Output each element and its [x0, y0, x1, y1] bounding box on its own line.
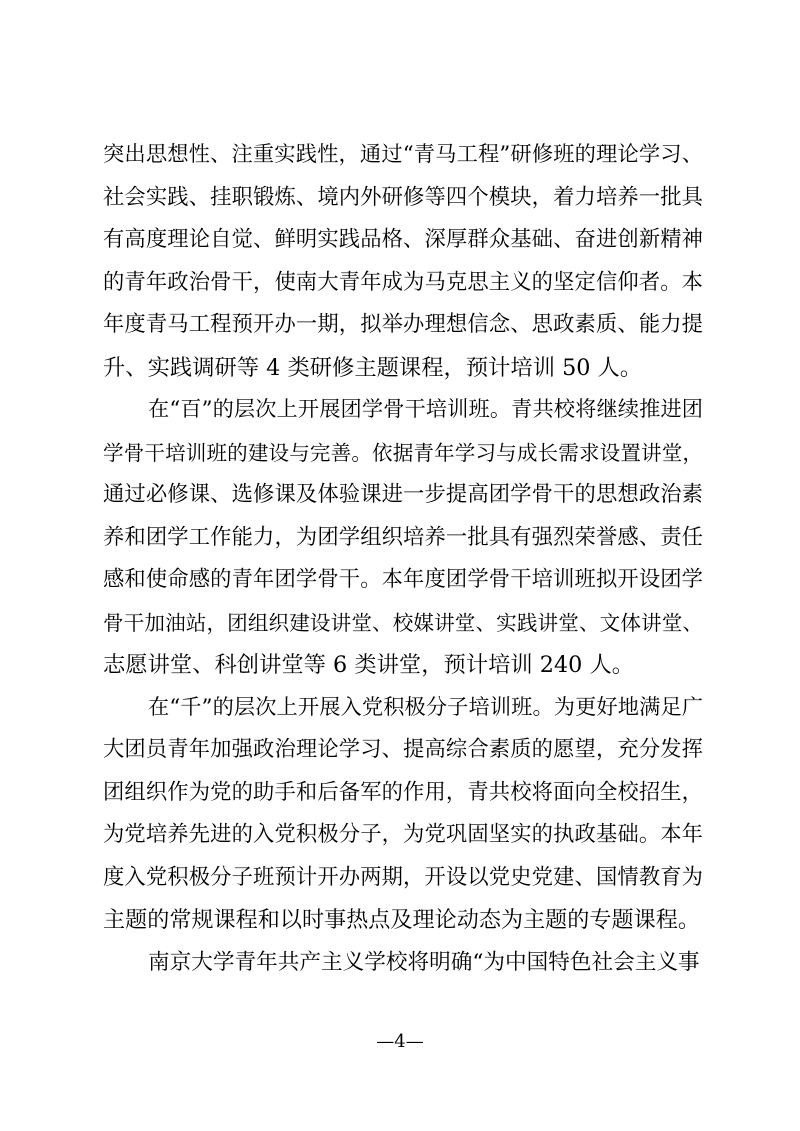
text-line: 骨干加油站，团组织建设讲堂、校媒讲堂、实践讲堂、文体讲堂、	[103, 610, 703, 635]
text-line: 升、实践调研等 4 类研修主题课程，预计培训 50 人。	[103, 354, 643, 381]
text-line: 年度青马工程预开办一期，拟举办理想信念、思政素质、能力提	[103, 312, 703, 337]
text-line: 有高度理论自觉、鲜明实践品格、深厚群众基础、奋进创新精神	[103, 227, 703, 252]
paragraph-school-mission	[103, 942, 703, 985]
text-line: 通过必修课、选修课及体验课进一步提高团学骨干的思想政治素	[103, 482, 703, 507]
text-line: 感和使命感的青年团学骨干。本年度团学骨干培训班拟开设团学	[103, 567, 703, 592]
text-line: 度入党积极分子班预计开办两期，开设以党史党建、国情教育为	[103, 864, 703, 890]
text-line: 学骨干培训班的建设与完善。依据青年学习与成长需求设置讲堂，	[103, 440, 703, 465]
text-line: 社会实践、挂职锻炼、境内外研修等四个模块，着力培养一批具	[103, 184, 703, 210]
text-line: 大团员青年加强政治理论学习、提高综合素质的愿望，充分发挥	[103, 737, 703, 762]
text-line: 的青年政治骨干，使南大青年成为马克思主义的坚定信仰者。本	[103, 269, 703, 295]
text-line: 为党培养先进的入党积极分子，为党巩固坚实的执政基础。本年	[103, 822, 703, 847]
page-number: —4—	[376, 1031, 424, 1052]
paragraph-hundred-level	[103, 389, 703, 687]
paragraph-thousand-level	[103, 687, 703, 942]
text-line: 南京大学青年共产主义学校将明确“为中国特色社会主义事	[148, 949, 700, 975]
text-line: 在“百”的层次上开展团学骨干培训班。青共校将继续推进团	[148, 397, 703, 422]
text-line: 养和团学工作能力，为团学组织培养一批具有强烈荣誉感、责任	[103, 524, 703, 550]
paragraph-qingma-project	[103, 134, 703, 389]
document-body	[103, 134, 703, 984]
text-line: 志愿讲堂、科创讲堂等 6 类讲堂，预计培训 240 人。	[103, 652, 635, 678]
text-line: 突出思想性、注重实践性，通过“青马工程”研修班的理论学习、	[103, 142, 703, 167]
text-line: 主题的常规课程和以时事热点及理论动态为主题的专题课程。	[103, 907, 700, 933]
text-line: 在“千”的层次上开展入党积极分子培训班。为更好地满足广	[148, 694, 703, 720]
text-line: 团组织作为党的助手和后备军的作用，青共校将面向全校招生，	[103, 779, 703, 805]
